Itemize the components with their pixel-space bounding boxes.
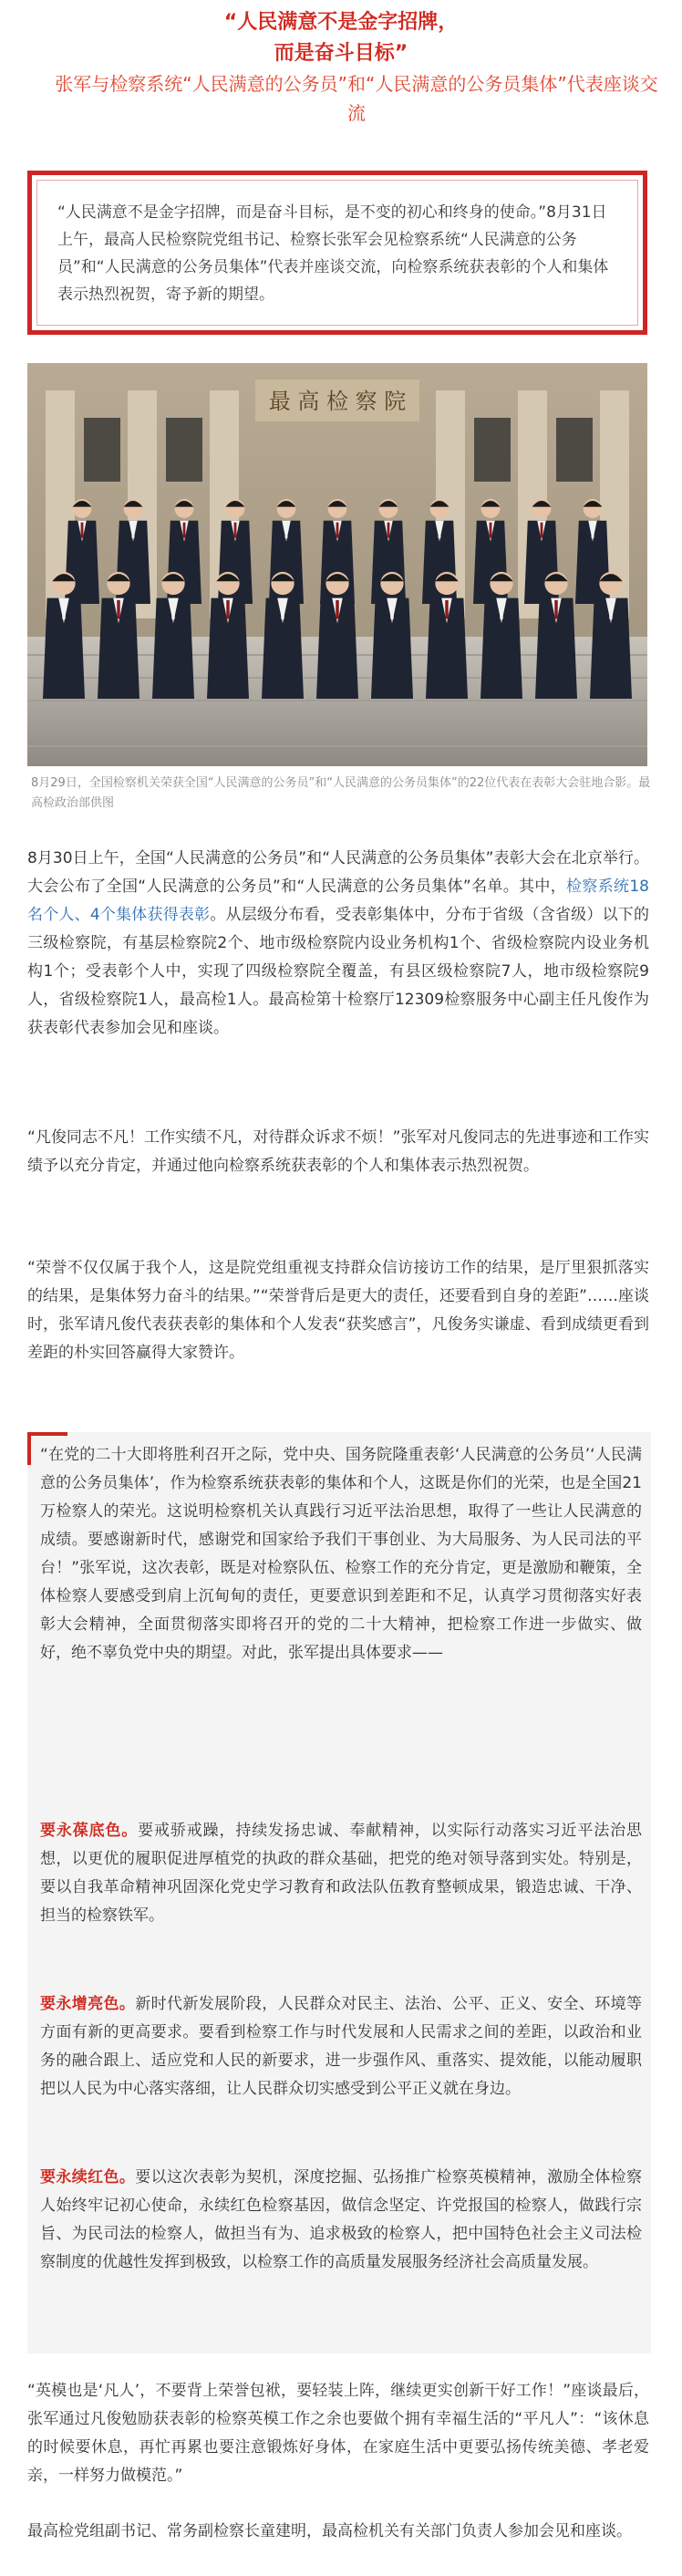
people-group	[43, 499, 632, 699]
paragraph-3: “荣誉不仅仅属于我个人，这是院党组重视支持群众信访接访工作的结果，是厅里狠抓落实的结果，是集体努力奋斗的结果。”“荣誉背后是更大的责任，还要看到自身的差距”……座谈时，张军请凡俊代表获表彰的集体和个人发表“获奖感言”，凡俊务实谦虚、看到成绩更看到差距的朴实回答赢得大家赞许。	[27, 1259, 649, 1362]
paragraph-1-start: 8月30日上午，全国“人民满意的公务员”和“人民满意的公务员集体”表彰大会在北京举行。大会公布了全国“人民满意的公务员”和“人民满意的公务员集体”名单。其中，	[27, 849, 649, 896]
building-banner-text: 最 高 检 察 院	[268, 389, 407, 414]
section-intro: “在党的二十大即将胜利召开之际，党中央、国务院隆重表彰‘人民满意的公务员’‘人民满意的公务员集体’，作为检察系统获表彰的集体和个人，这既是你们的光荣，也是全国21万检察人的荣光。这说明检察机关认真践行习近平法治思想，取得了一些让人民满意的成绩。要感谢新时代，感谢党和国家给予我们干事创业、为大局服务、为人民司法的平台！”张军说，这次表彰，既是对检察队伍、检察工作的充分肯定，更是激励和鞭策，全体检察人要感受到肩上沉甸甸的责任，更要意识到差距和不足，认真学习贯彻落实好表彰大会精神，全面贯彻落实即将召开的党的二十大精神，把检察工作进一步做实、做好，绝不辜负党中央的期望。对此，张军提出具体要求——	[40, 1446, 642, 1662]
requirement-2-heading: 要永增亮色。	[40, 1995, 136, 2013]
intro-quote-box	[27, 171, 647, 335]
paragraph-2: “凡俊同志不凡！工作实绩不凡，对待群众诉求不烦！”张军对凡俊同志的先进事迹和工作实绩予以充分肯定，并通过他向检察系统获表彰的个人和集体表示热烈祝贺。	[27, 1128, 649, 1175]
paragraph-1-end: 。从层级分布看，受表彰集体中，分布于省级（含省级）以下的三级检察院，有基层检察院2个、地市级检察院内设业务机构1个、省级检察院内设业务机构1个；受表彰个人中，实现了四级检察院全覆盖，有县区级检察院7人，地市级检察院9人，省级检察院1人，最高检1人。最高检第十检察厅12309检察服务中心副主任凡俊作为获表彰代表参加会见和座谈。	[27, 906, 649, 1037]
intro-quote-text: “人民满意不是金字招牌，而是奋斗目标，是不变的初心和终身的使命。”8月31日上午，最高人民检察院党组书记、检察长张军会见检察系统“人民满意的公务员”和“人民满意的公务员集体”代表并座谈交流，向检察系统获表彰的个人和集体表示热烈祝贺，寄予新的期望。	[36, 180, 638, 326]
photo-caption: 8月29日，全国检察机关荣获全国“人民满意的公务员”和“人民满意的公务员集体”的22位代表在表彰大会驻地合影。最高检政治部供图	[31, 776, 651, 810]
paragraph-4: “英模也是‘凡人’，不要背上荣誉包袱，要轻装上阵，继续更实创新干好工作！”座谈最后，张军通过凡俊勉励获表彰的检察英模工作之余也要做个拥有幸福生活的“平凡人”：“该休息的时候要休息，再忙再累也要注意锻炼好身体，在家庭生活中更要弘扬传统美德、孝老爱亲，一样努力做模范。”	[27, 2382, 649, 2485]
paragraph-1	[27, 845, 649, 1043]
requirements-section	[27, 1432, 651, 2353]
headline-line-2: 而是奋斗目标”	[274, 42, 408, 65]
requirement-3-heading: 要永续红色。	[40, 2168, 136, 2186]
highlight-link[interactable]: 检察系统18名个人、4个集体获得表彰	[27, 878, 649, 924]
requirement-2	[40, 1990, 642, 2103]
requirement-1-heading: 要永葆底色。	[40, 1822, 139, 1840]
article-header	[0, 0, 682, 128]
headline-line-1: “人民满意不是金字招牌，	[223, 11, 459, 34]
requirement-3	[40, 2164, 642, 2277]
requirement-1-text: 要戒骄戒躁，持续发扬忠诚、奉献精神，以实际行动落实习近平法治思想，以更优的履职促进厚植党的执政的群众基础，把党的绝对领导落到实处。特别是，要以自我革命精神巩固深化党史学习教育和政法队伍教育整顿成果，锻造忠诚、干净、担当的检察铁军。	[40, 1822, 643, 1925]
subheadline: 张军与检察系统“人民满意的公务员”和“人民满意的公务员集体”代表座谈交流	[55, 73, 658, 124]
requirement-1	[40, 1817, 642, 1930]
group-photo-image	[27, 363, 647, 766]
requirement-2-text: 新时代新发展阶段，人民群众对民主、法治、公平、正义、安全、环境等方面有新的更高要求。要看到检察工作与时代发展和人民需求之间的差距，以政治和业务的融合跟上、适应党和人民的新要求，进一步强作风、重落实、提效能，以能动履职把以人民为中心落实落细，让人民群众切实感受到公平正义就在身边。	[40, 1995, 643, 2098]
group-photo	[27, 363, 647, 766]
requirement-3-text: 要以这次表彰为契机，深度挖掘、弘扬推广检察英模精神，激励全体检察人始终牢记初心使命，永续红色检察基因，做信念坚定、许党报国的检察人，做践行宗旨、为民司法的检察人，做担当有为、追求极致的检察人，把中国特色社会主义司法检察制度的优越性发挥到极致，以检察工作的高质量发展服务经济社会高质量发展。	[40, 2168, 643, 2271]
paragraph-5: 最高检党组副书记、常务副检察长童建明，最高检机关有关部门负责人参加会见和座谈。	[27, 2522, 632, 2540]
